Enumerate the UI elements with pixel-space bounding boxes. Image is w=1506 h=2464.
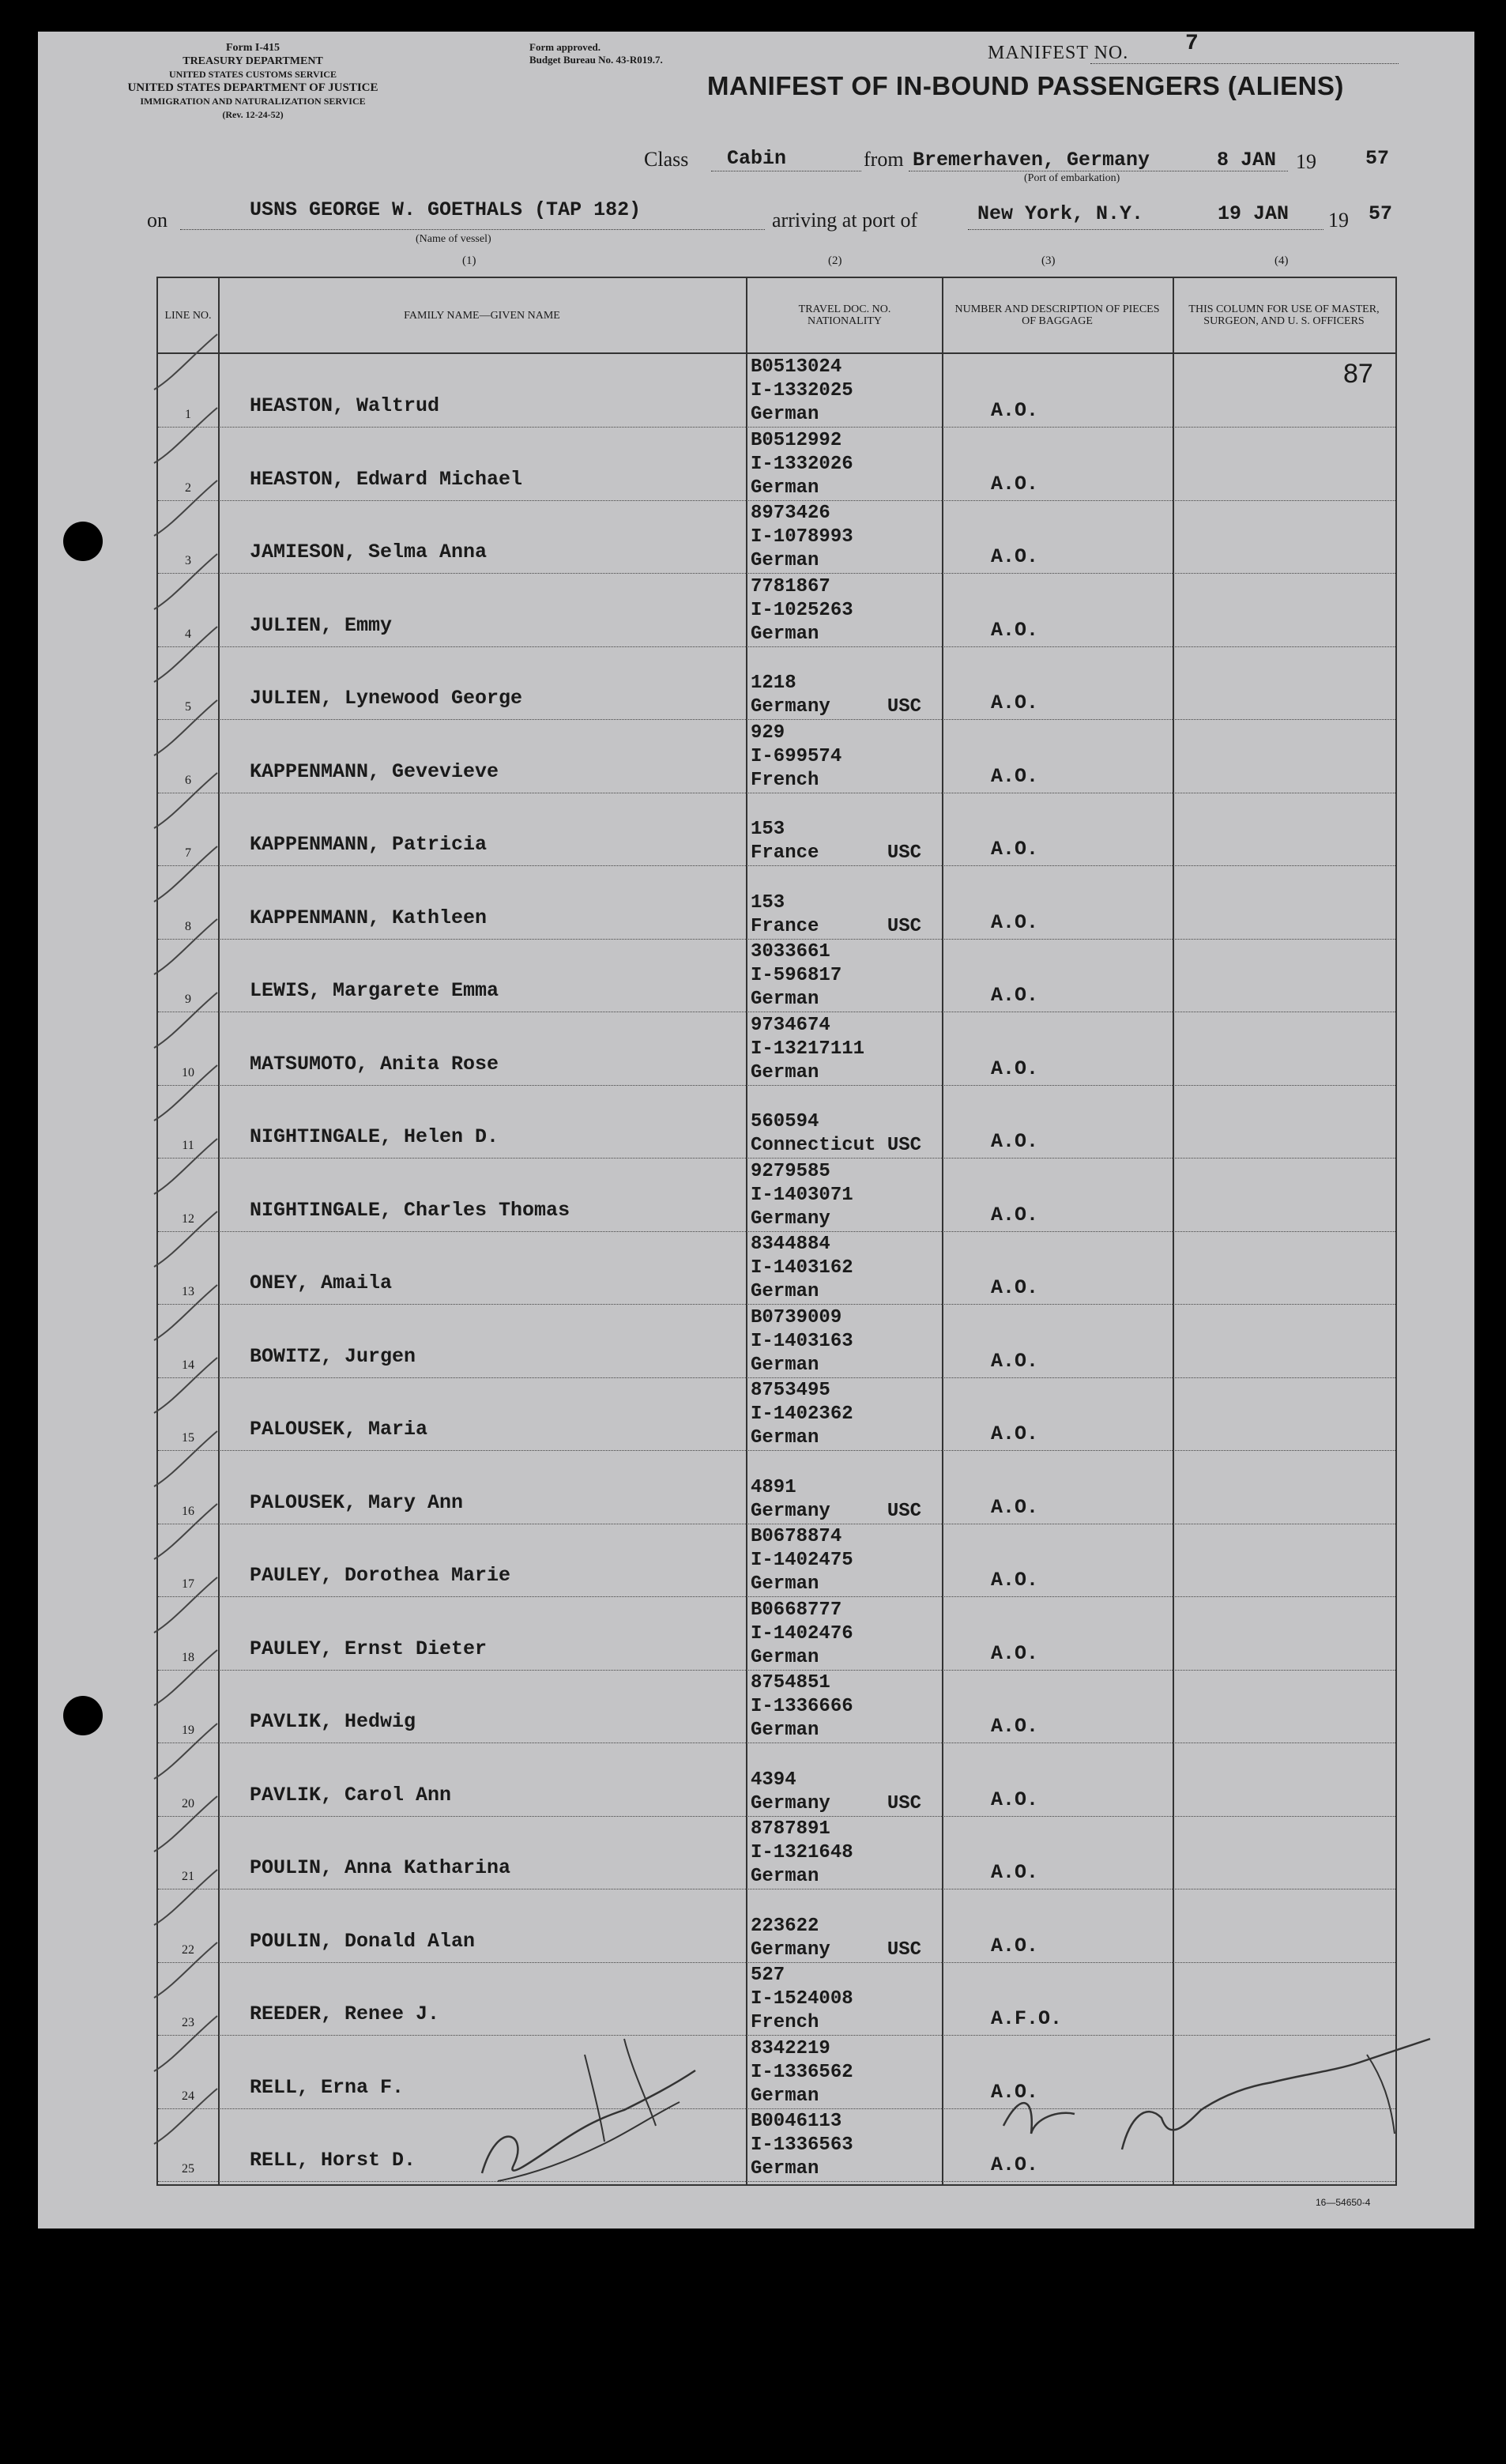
punch-hole <box>63 522 103 561</box>
passenger-name: POULIN, Anna Katharina <box>250 1856 511 1879</box>
check-mark-icon <box>150 550 221 613</box>
travel-doc-nationality: 8754851 I-1336666 German <box>751 1672 853 1741</box>
check-mark-icon <box>150 1281 221 1344</box>
passenger-name: REEDER, Renee J. <box>250 2002 440 2025</box>
header-officers: THIS COLUMN FOR USE OF MASTER, SURGEON, AND U. S. OFFICERS <box>1188 303 1380 327</box>
line-number: 12 <box>182 1211 194 1226</box>
header-travel-doc: TRAVEL DOC. NO. NATIONALITY <box>798 303 891 327</box>
departure-date: 8 JAN <box>1217 149 1277 171</box>
passenger-name: PAULEY, Dorothea Marie <box>250 1564 511 1587</box>
year-prefix: 19 <box>1328 209 1349 232</box>
line-number: 11 <box>182 1139 194 1152</box>
line-number: 23 <box>182 2016 194 2029</box>
travel-doc-nationality: 3033661 I-596817 German <box>751 941 842 1010</box>
line-number: 20 <box>182 1796 194 1810</box>
from-label: from <box>864 148 904 171</box>
officer-note: 87 <box>1343 359 1373 389</box>
table-row <box>158 1743 1395 1817</box>
travel-doc-nationality: 9734674 I-13217111 German <box>751 1014 865 1083</box>
on-label: on <box>147 209 168 232</box>
passenger-name: PALOUSEK, Mary Ann <box>250 1490 464 1514</box>
check-mark-icon <box>150 915 221 978</box>
manifest-no-label: MANIFEST NO. <box>988 43 1129 63</box>
check-mark-icon <box>150 330 221 394</box>
passenger-name: POULIN, Donald Alan <box>250 1929 476 1953</box>
baggage-description: A.O. <box>991 691 1039 714</box>
table-row <box>158 646 1395 720</box>
passenger-name: LEWIS, Margarete Emma <box>250 979 499 1002</box>
passenger-name: KAPPENMANN, Patricia <box>250 833 488 856</box>
arrival-rule <box>968 229 1323 230</box>
baggage-description: A.O. <box>991 1203 1039 1226</box>
table-row <box>158 1377 1395 1451</box>
form-identification: Form I-415 TREASURY DEPARTMENT UNITED STATES CUSTOMS SERVICE UNITED STATES DEPARTMENT OF JUSTICE IMMIGRATION AND NATURALIZATION SERVICE (Rev. 12-24-52) <box>127 42 378 120</box>
check-mark-icon <box>150 623 221 686</box>
check-mark-icon <box>150 1208 221 1271</box>
check-mark-icon <box>150 477 221 540</box>
line-number: 16 <box>182 1504 194 1518</box>
arrival-year: 57 <box>1369 202 1393 225</box>
col-num-3: (3) <box>1041 254 1056 267</box>
line-number: 25 <box>182 2162 194 2176</box>
col-num-4: (4) <box>1274 254 1289 267</box>
passenger-name: PAVLIK, Carol Ann <box>250 1783 452 1807</box>
line-number: 15 <box>182 1431 194 1445</box>
baggage-description: A.O. <box>991 1276 1039 1299</box>
travel-doc-nationality: 8787891 I-1321648 German <box>751 1818 853 1887</box>
year-prefix: 19 <box>1296 150 1316 173</box>
page-title: MANIFEST OF IN-BOUND PASSENGERS (ALIENS) <box>707 71 1344 100</box>
baggage-description: A.O. <box>991 1495 1039 1519</box>
arrival-port: New York, N.Y. <box>977 202 1144 225</box>
passenger-table <box>156 277 1397 2186</box>
handwritten-signature-left <box>466 2023 719 2197</box>
baggage-description: A.O. <box>991 2080 1039 2104</box>
table-row <box>158 428 1395 501</box>
line-number: 21 <box>182 1870 194 1883</box>
travel-doc-nationality: B0513024 I-1332025 German <box>751 356 853 425</box>
manifest-no-rule <box>1090 63 1399 64</box>
table-row <box>158 866 1395 940</box>
baggage-description: A.O. <box>991 1715 1039 1738</box>
check-mark-icon <box>150 404 221 467</box>
travel-doc-nationality: 8342219 I-1336562 German <box>751 2037 853 2107</box>
header-baggage: NUMBER AND DESCRIPTION OF PIECES OF BAGGAGE <box>954 303 1160 327</box>
table-row <box>158 1231 1395 1305</box>
baggage-description: A.O. <box>991 984 1039 1007</box>
passenger-name: RELL, Horst D. <box>250 2149 416 2172</box>
line-number: 7 <box>185 846 191 860</box>
passenger-name: PAULEY, Ernst Dieter <box>250 1637 488 1660</box>
header-name: FAMILY NAME—GIVEN NAME <box>404 309 560 322</box>
baggage-description: A.O. <box>991 399 1039 422</box>
travel-doc-nationality: 4891 Germany USC <box>751 1476 922 1522</box>
table-row <box>158 1889 1395 1963</box>
check-mark-icon <box>150 1427 221 1490</box>
passenger-name: NIGHTINGALE, Charles Thomas <box>250 1198 570 1222</box>
baggage-description: A.O. <box>991 1569 1039 1592</box>
travel-doc-nationality: B0512992 I-1332026 German <box>751 429 853 499</box>
vessel-caption: (Name of vessel) <box>416 233 491 245</box>
baggage-description: A.O. <box>991 1641 1039 1665</box>
passenger-name: KAPPENMANN, Gevevieve <box>250 759 499 783</box>
col-num-1: (1) <box>462 254 476 267</box>
travel-doc-nationality: 527 I-1524008 French <box>751 1965 853 2033</box>
class-value: Cabin <box>727 147 787 170</box>
line-number: 9 <box>185 993 191 1006</box>
check-mark-icon <box>150 1720 221 1783</box>
check-mark-icon <box>150 842 221 906</box>
baggage-description: A.O. <box>991 618 1039 642</box>
baggage-description: A.O. <box>991 1422 1039 1445</box>
line-number: 6 <box>185 773 191 787</box>
table-row <box>158 1524 1395 1597</box>
check-mark-icon <box>150 1573 221 1637</box>
travel-doc-nationality: B0046113 I-1336563 German <box>751 2111 853 2180</box>
travel-doc-nationality: 153 France USC <box>751 891 922 937</box>
travel-doc-nationality: 7781867 I-1025263 German <box>751 575 853 645</box>
table-row <box>158 1670 1395 1743</box>
line-number: 2 <box>185 480 191 495</box>
table-row <box>158 500 1395 574</box>
passenger-name: RELL, Erna F. <box>250 2075 405 2099</box>
check-mark-icon <box>150 1500 221 1563</box>
embarkation-port: Bremerhaven, Germany <box>913 149 1150 171</box>
baggage-description: A.O. <box>991 2153 1039 2176</box>
line-number: 1 <box>185 408 191 421</box>
table-row <box>158 1159 1395 1232</box>
table-row <box>158 939 1395 1012</box>
travel-doc-nationality: B0739009 I-1403163 German <box>751 1306 853 1376</box>
travel-doc-nationality: 560594 Connecticut USC <box>751 1111 922 1156</box>
line-number: 5 <box>185 700 191 714</box>
check-mark-icon <box>150 2012 221 2075</box>
check-mark-icon <box>150 1135 221 1198</box>
line-number: 17 <box>182 1577 194 1591</box>
manifest-number: 7 <box>1185 32 1199 56</box>
baggage-description: A.F.O. <box>991 2007 1063 2030</box>
budget-approval: Form approved. Budget Bureau No. 43-R019.7. <box>529 41 663 66</box>
check-mark-icon <box>150 2085 221 2148</box>
line-number: 13 <box>182 1285 194 1298</box>
arriving-label: arriving at port of <box>772 209 918 232</box>
check-mark-icon <box>150 1792 221 1856</box>
check-mark-icon <box>150 1938 221 2002</box>
line-number: 10 <box>182 1065 194 1079</box>
table-row <box>158 1597 1395 1671</box>
table-row <box>158 793 1395 866</box>
travel-doc-nationality: 929 I-699574 French <box>751 721 842 791</box>
passenger-name: JAMIESON, Selma Anna <box>250 541 488 563</box>
check-mark-icon <box>150 696 221 759</box>
baggage-description: A.O. <box>991 838 1039 861</box>
travel-doc-nationality: 8753495 I-1402362 German <box>751 1380 853 1449</box>
travel-doc-nationality: B0678874 I-1402475 German <box>751 1526 853 1595</box>
vessel-name: USNS GEORGE W. GOETHALS (TAP 182) <box>250 198 642 221</box>
baggage-description: A.O. <box>991 472 1039 495</box>
passenger-name: JULIEN, Emmy <box>250 613 393 637</box>
handwritten-signature-right <box>988 2023 1454 2181</box>
check-mark-icon <box>150 1061 221 1125</box>
class-label: Class <box>644 148 689 171</box>
check-mark-icon <box>150 769 221 832</box>
table-row <box>158 1012 1395 1086</box>
travel-doc-nationality: 9279585 I-1403071 Germany <box>751 1160 853 1230</box>
arrival-date: 19 JAN <box>1218 202 1290 225</box>
line-number: 4 <box>185 627 191 641</box>
baggage-description: A.O. <box>991 1788 1039 1811</box>
travel-doc-nationality: 8344884 I-1403162 German <box>751 1234 853 1302</box>
travel-doc-nationality: 153 France USC <box>751 819 922 864</box>
line-number: 8 <box>185 919 191 933</box>
baggage-description: A.O. <box>991 1349 1039 1373</box>
travel-doc-nationality: 1218 Germany USC <box>751 673 922 718</box>
vessel-rule <box>180 229 765 230</box>
baggage-description: A.O. <box>991 764 1039 788</box>
check-mark-icon <box>150 1866 221 1929</box>
baggage-description: A.O. <box>991 1057 1039 1080</box>
passenger-name: KAPPENMANN, Kathleen <box>250 906 488 929</box>
passenger-name: MATSUMOTO, Anita Rose <box>250 1052 499 1076</box>
departure-year: 57 <box>1365 147 1390 170</box>
passenger-name: ONEY, Amaila <box>250 1272 393 1294</box>
table-row <box>158 720 1395 793</box>
line-number: 14 <box>182 1358 194 1372</box>
passenger-name: JULIEN, Lynewood George <box>250 687 523 710</box>
baggage-description: A.O. <box>991 1861 1039 1884</box>
check-mark-icon <box>150 1354 221 1417</box>
check-mark-icon <box>150 989 221 1052</box>
table-row <box>158 1816 1395 1889</box>
line-number: 18 <box>182 1650 194 1664</box>
header-line-no: LINE NO. <box>164 309 212 322</box>
line-number: 19 <box>182 1724 194 1737</box>
table-row <box>158 1085 1395 1159</box>
port-caption: (Port of embarkation) <box>1024 172 1120 184</box>
table-row <box>158 574 1395 647</box>
punch-hole <box>63 1696 103 1735</box>
passenger-name: PALOUSEK, Maria <box>250 1418 428 1441</box>
baggage-description: A.O. <box>991 1130 1039 1153</box>
baggage-description: A.O. <box>991 545 1039 568</box>
form-code: 16—54650-4 <box>1316 2197 1371 2208</box>
passenger-name: HEASTON, Edward Michael <box>250 467 523 491</box>
line-number: 22 <box>182 1942 194 1957</box>
line-number: 24 <box>182 2089 194 2103</box>
baggage-description: A.O. <box>991 1934 1039 1957</box>
col-num-2: (2) <box>828 254 842 267</box>
baggage-description: A.O. <box>991 910 1039 934</box>
travel-doc-nationality: 8973426 I-1078993 German <box>751 503 853 571</box>
passenger-name: PAVLIK, Hedwig <box>250 1710 416 1733</box>
check-mark-icon <box>150 1646 221 1709</box>
travel-doc-nationality: 4394 Germany USC <box>751 1769 922 1814</box>
travel-doc-nationality: 223622 Germany USC <box>751 1915 922 1961</box>
line-number: 3 <box>185 554 191 567</box>
table-row <box>158 1451 1395 1524</box>
table-row <box>158 1305 1395 1378</box>
travel-doc-nationality: B0668777 I-1402476 German <box>751 1599 853 1668</box>
table-row <box>158 354 1395 428</box>
passenger-name: BOWITZ, Jurgen <box>250 1344 416 1368</box>
passenger-name: HEASTON, Waltrud <box>250 394 440 417</box>
passenger-name: NIGHTINGALE, Helen D. <box>250 1125 499 1148</box>
